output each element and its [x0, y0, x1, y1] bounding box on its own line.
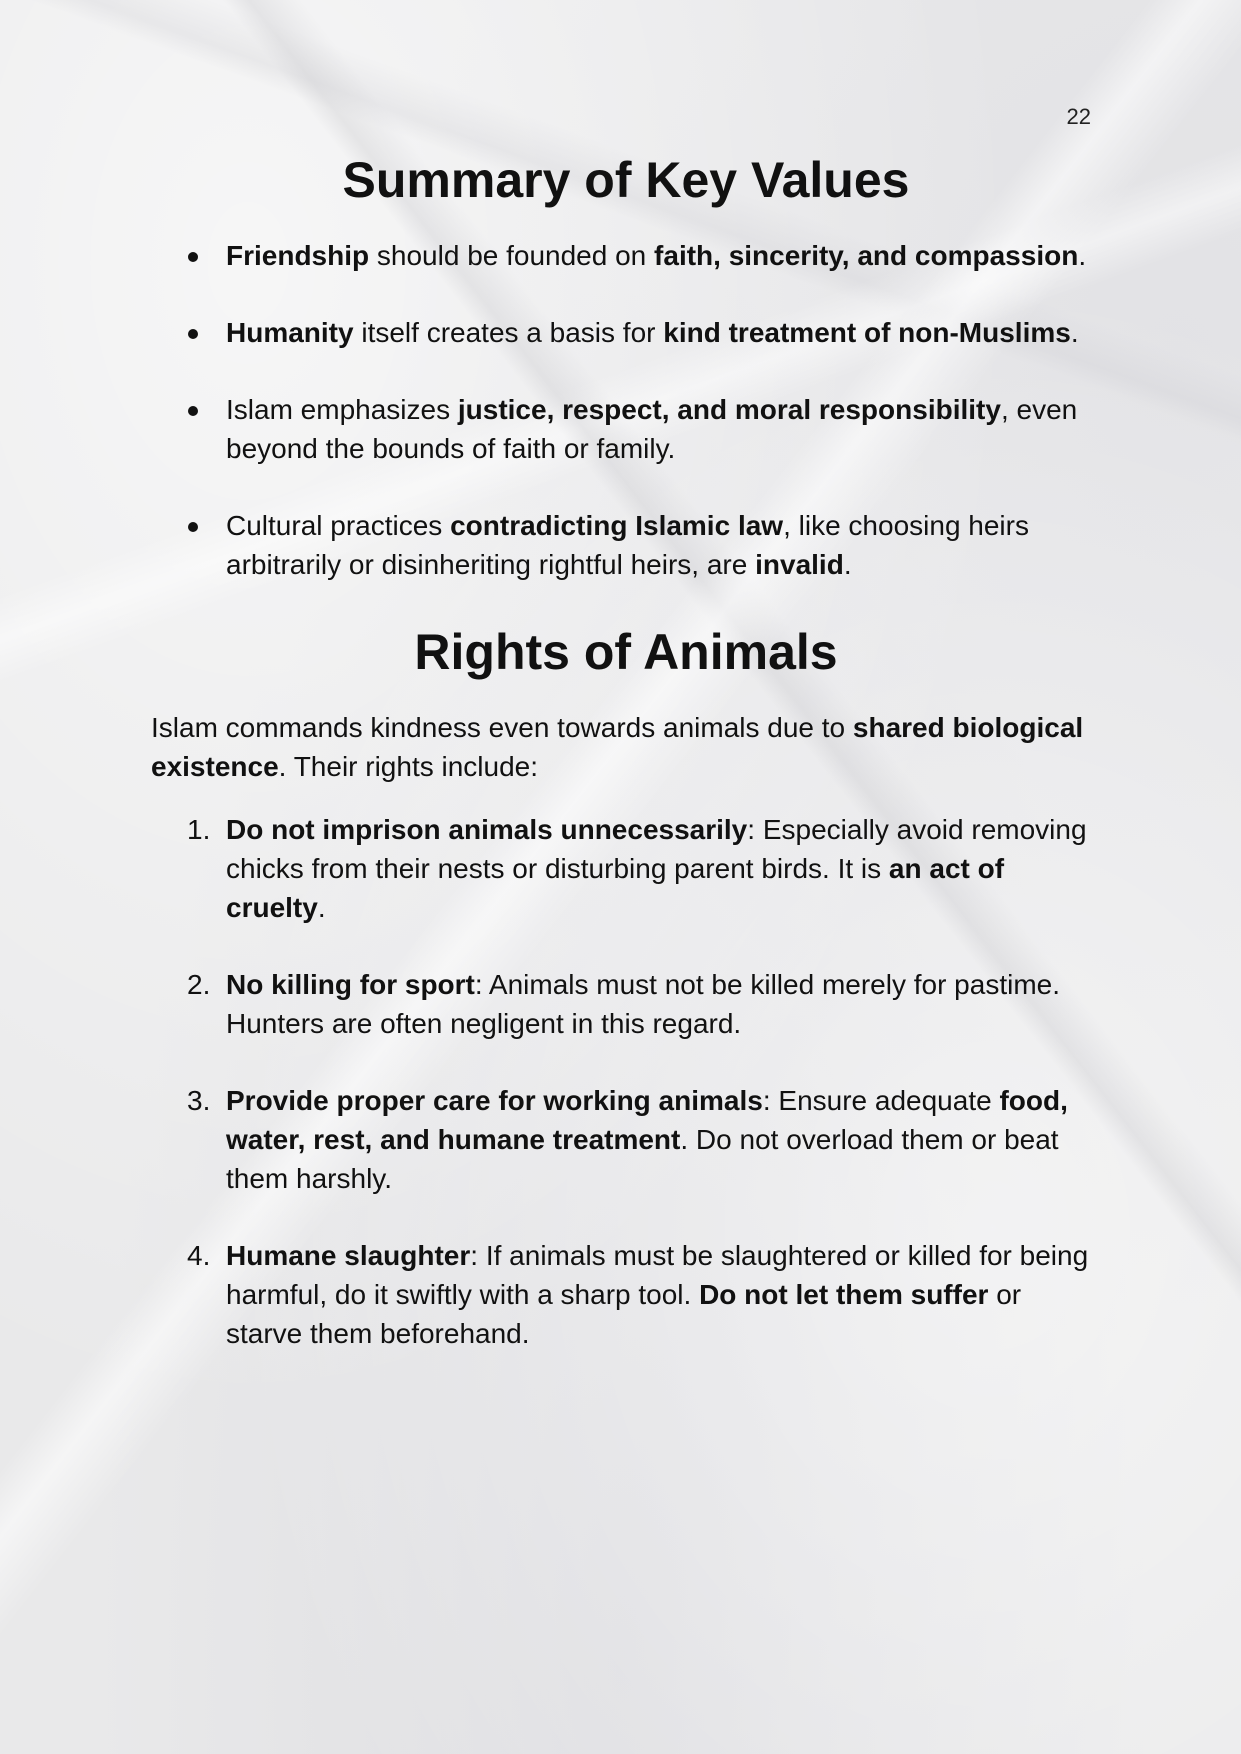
- text: : Ensure adequate: [762, 1085, 1000, 1116]
- summary-heading: Summary of Key Values: [342, 152, 910, 208]
- text: should be founded on: [369, 240, 655, 271]
- text: : If animals must be slaughtered or killed for being harmful, do it swiftly with a sharp tool.: [226, 1240, 1089, 1310]
- list-item: [151, 390, 1091, 468]
- page-content: [151, 150, 1091, 1391]
- page-number: 22: [1066, 104, 1091, 129]
- list-item: [151, 1236, 1091, 1353]
- bold-text: shared biological existence: [151, 712, 1084, 782]
- animals-heading: Rights of Animals: [414, 624, 838, 680]
- text: .: [843, 549, 852, 580]
- bold-text: justice, respect, and moral responsibility: [457, 394, 1001, 425]
- list-item: [151, 236, 1091, 275]
- bold-text: Provide proper care for working animals: [226, 1085, 763, 1116]
- bold-text: Do not let them suffer: [699, 1279, 989, 1310]
- list-item: [151, 506, 1091, 584]
- item-number: 4.: [187, 1240, 211, 1271]
- text: .: [317, 892, 326, 923]
- list-item: [151, 810, 1091, 927]
- text: itself creates a basis for: [353, 317, 664, 348]
- bullet-icon: [188, 329, 198, 339]
- bold-text: Humane slaughter: [226, 1240, 471, 1271]
- list-item: [151, 965, 1091, 1043]
- bullet-icon: [188, 406, 198, 416]
- text: , like choosing heirs arbitrarily or disinheriting rightful heirs, are: [226, 510, 1029, 580]
- text: . Their rights include:: [278, 751, 539, 782]
- bullet-icon: [188, 252, 198, 262]
- text: : Especially avoid removing chicks from their nests or disturbing parent birds. It is: [226, 814, 1087, 884]
- text: : Animals must not be killed merely for pastime. Hunters are often negligent in this regard.: [226, 969, 1061, 1039]
- bullet-icon: [188, 522, 198, 532]
- list-item: [151, 313, 1091, 352]
- bold-text: faith, sincerity, and compassion: [654, 240, 1079, 271]
- bold-text: No killing for sport: [226, 969, 475, 1000]
- item-number: 1.: [187, 814, 211, 845]
- animals-intro: [151, 708, 1091, 786]
- text: . Do not overload them or beat them harshly.: [226, 1124, 1059, 1194]
- item-number: 2.: [187, 969, 211, 1000]
- bold-text: Do not imprison animals unnecessarily: [226, 814, 748, 845]
- text: Cultural practices: [226, 510, 451, 541]
- summary-list: [151, 236, 1091, 584]
- bold-text: kind treatment of non-Muslims: [663, 317, 1071, 348]
- text: , even beyond the bounds of faith or family.: [226, 394, 1078, 464]
- bold-text: Humanity: [226, 317, 354, 348]
- text: or starve them beforehand.: [226, 1279, 1022, 1349]
- bold-text: contradicting Islamic law: [450, 510, 784, 541]
- animal-rights-list: [151, 810, 1091, 1353]
- bold-text: Friendship: [226, 240, 370, 271]
- item-number: 3.: [187, 1085, 211, 1116]
- text: .: [1078, 240, 1087, 271]
- list-item: [151, 1081, 1091, 1198]
- bold-text: an act of cruelty: [226, 853, 1005, 923]
- text: .: [1070, 317, 1079, 348]
- bold-text: invalid: [755, 549, 844, 580]
- bold-text: food, water, rest, and humane treatment: [226, 1085, 1068, 1155]
- text: Islam commands kindness even towards animals due to: [151, 712, 853, 743]
- text: Islam emphasizes: [226, 394, 458, 425]
